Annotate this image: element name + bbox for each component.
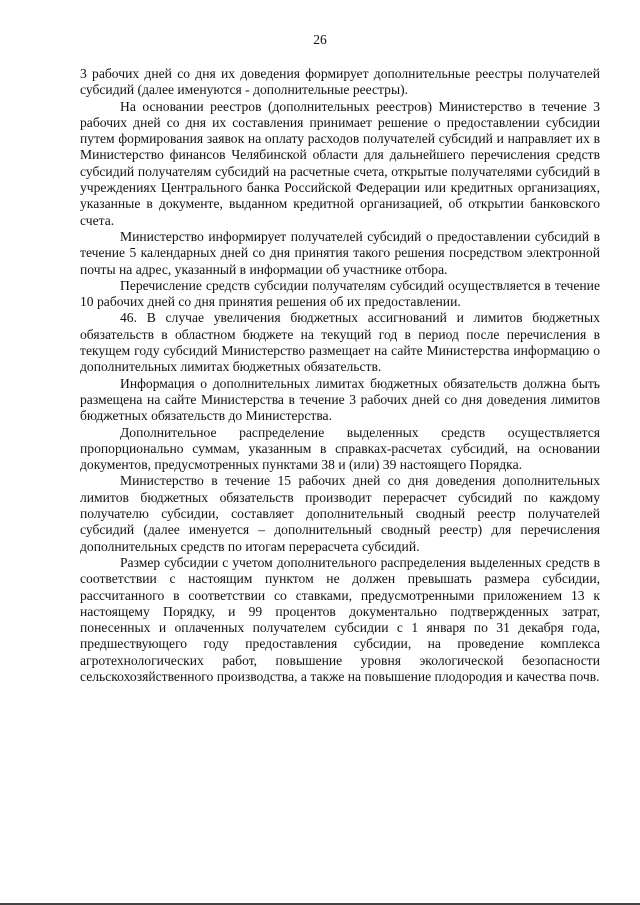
paragraph-recalculation: Министерство в течение 15 рабочих дней со дня доведения дополнительных лимитов бюджетных обязательств производит перерасчет субсидий по каждому получателю субсидии, составляет дополнительный сводный реестр получателей субсидий (далее именуется – дополнительный сводный реестр) для перечисления дополнительных средств по итогам перерасчета субсидий. [80,473,600,554]
paragraph-limits-publication: Информация о дополнительных лимитах бюджетных обязательств должна быть размещена на сайте Министерства в течение 3 рабочих дней со дня доведения лимитов бюджетных обязательств до Министерства. [80,375,600,424]
paragraph-proportional-distribution: Дополнительное распределение выделенных средств осуществляется пропорционально суммам, указанным в справках-расчетах субсидий, на основании документов, предусмотренных пунктами 38 и (или) 39 настоящего Порядка. [80,424,600,473]
paragraph-continuation: 3 рабочих дней со дня их доведения формирует дополнительные реестры получателей субсидий (далее именуются - дополнительные реестры). [80,66,600,98]
paragraph-registry-decision: На основании реестров (дополнительных реестров) Министерство в течение 3 рабочих дней со дня их составления принимает решение о предоставлении субсидии путем формирования заявок на оплату расходов получателей субсидий и направляет их в Министерство финансов Челябинской области для дальнейшего перечисления средств субсидий получателям субсидий на расчетные счета, открытые получателями субсидий в учреждениях Центрального банка Российской Федерации или кредитных организациях, указанные в документе, выданном кредитной организацией, об открытии банковского счета. [80,98,600,228]
document-body [80,66,600,685]
paragraph-transfer-term: Перечисление средств субсидии получателям субсидий осуществляется в течение 10 рабочих дней со дня принятия решения об их предоставлении. [80,277,600,310]
paragraph-subsidy-limit: Размер субсидии с учетом дополнительного распределения выделенных средств в соответствии с настоящим пунктом не должен превышать размера субсидии, рассчитанного в соответствии со ставками, предусмотренными приложением 13 к настоящему Порядку, и 99 процентов документально подтвержденных затрат, понесенных и оплаченных получателем субсидии с 1 января по 31 декабря года, предшествующего году предоставления субсидии, на проведение комплекса агротехнологических работ, повышение уровня экологической безопасности сельскохозяйственного производства, а также на повышение плодородия и качества почв. [80,554,600,684]
paragraph-clause-46: 46. В случае увеличения бюджетных ассигнований и лимитов бюджетных обязательств в областном бюджете на текущий год в период после перечисления в текущем году субсидий Министерство размещает на сайте Министерства информацию о дополнительных лимитах бюджетных обязательств. [80,310,600,375]
paragraph-email-notification: Министерство информирует получателей субсидий о предоставлении субсидий в течение 5 календарных дней со дня принятия такого решения посредством электронной почты на адрес, указанный в информации об участнике отбора. [80,228,600,277]
page-number: 26 [313,32,327,47]
